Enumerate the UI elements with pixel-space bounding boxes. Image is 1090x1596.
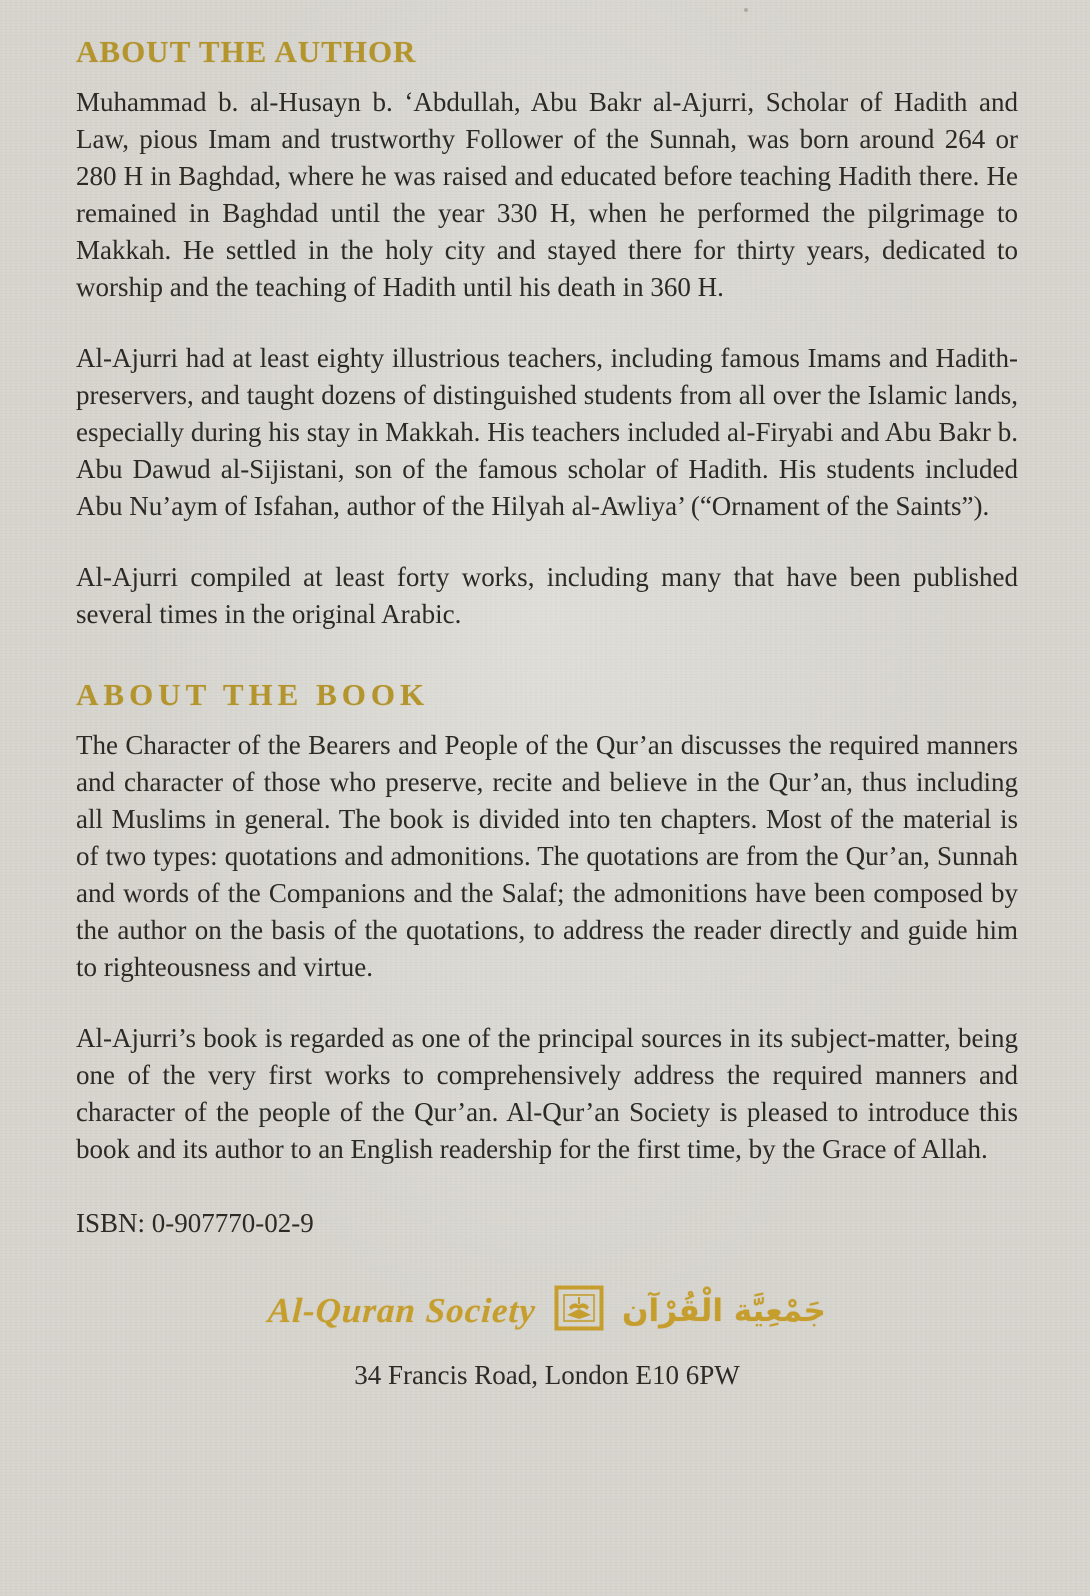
scan-speck (744, 8, 748, 12)
publisher-name-arabic: جَمْعِيَّة الْقُرْآن (622, 1292, 826, 1329)
author-paragraph-1: Muhammad b. al-Husayn b. ‘Abdullah, Abu Bakr al-Ajurri, Scholar of Hadith and Law, pious Imam and trustworthy Follower of the Sunnah, was born around 264 or 280 H in Baghdad, where he was raised and educated before teaching Hadith there. He remained in Baghdad until the year 330 H, when he performed the pilgrimage to Makkah. He settled in the holy city and stayed there for thirty years, dedicated to worship and the teaching of Hadith until his death in 360 H. (76, 87, 1018, 302)
publisher-name-latin: Al-Quran Society (267, 1290, 538, 1330)
about-book-heading: ABOUT THE BOOK (76, 677, 430, 712)
al-quran-society-logo open-book-icon (554, 1285, 604, 1336)
about-author-heading: ABOUT THE AUTHOR (76, 34, 417, 69)
publisher-address: 34 Francis Road, London E10 6PW (354, 1360, 740, 1390)
book-paragraph-2: Al-Ajurri’s book is regarded as one of the principal sources in its subject-matter, being one of the very first works to comprehensively address the required manners and character of the people of the Qur’an. Al-Qur’an Society is pleased to introduce this book and its author to an English readership for the first time, by the Grace of Allah. (76, 1023, 1018, 1164)
book-paragraph-1: The Character of the Bearers and People of the Qur’an discusses the required manners and character of those who preserve, recite and believe in the Qur’an, thus including all Muslims in general. The book is divided into ten chapters. Most of the material is of two types: quotations and admonitions. The quotations are from the Qur’an, Sunnah and words of the Companions and the Salaf; the admonitions have been composed by the author on the basis of the quotations, to address the reader directly and guide him to righteousness and virtue. (76, 730, 1018, 982)
author-paragraph-3: Al-Ajurri compiled at least forty works, including many that have been published several times in the original Arabic. (76, 562, 1018, 629)
author-paragraph-2: Al-Ajurri had at least eighty illustrious teachers, including famous Imams and Hadith-preservers, and taught dozens of distinguished students from all over the Islamic lands, especially during his stay in Makkah. His teachers included al-Firyabi and Abu Bakr b. Abu Dawud al-Sijistani, son of the famous scholar of Hadith. His students included Abu Nu’aym of Isfahan, author of the Hilyah al-Awliya’ (“Ornament of the Saints”). (76, 343, 1018, 521)
about-author-section (76, 34, 1018, 633)
publisher-row (76, 1285, 1018, 1336)
isbn-text: ISBN: 0-907770-02-9 (76, 1208, 314, 1238)
publisher-footer (76, 1285, 1018, 1391)
about-book-section (76, 677, 1018, 1168)
